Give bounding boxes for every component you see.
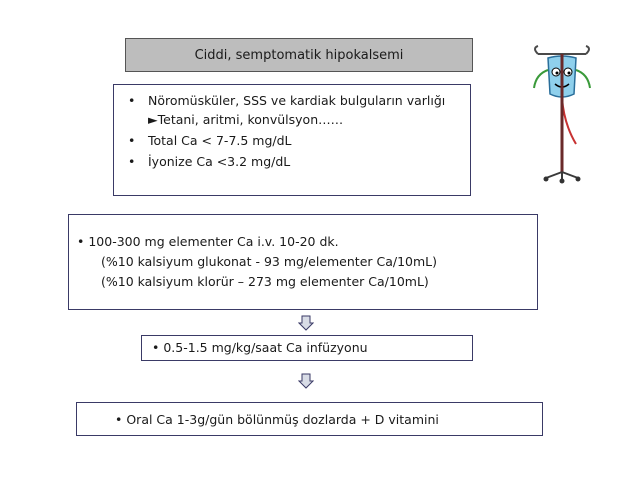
bolus-dose-line: • 100-300 mg elementer Ca i.v. 10-20 dk. (77, 234, 339, 249)
down-arrow-icon (298, 373, 314, 389)
iv-pole-clipart (524, 44, 600, 184)
symptom-item-2: • Total Ca < 7-7.5 mg/dL (148, 131, 460, 150)
down-arrow-icon (298, 315, 314, 331)
symptoms-box (113, 84, 471, 196)
symptom-item-3: • İyonize Ca <3.2 mg/dL (148, 152, 460, 171)
title-text: Ciddi, semptomatik hipokalsemi (194, 47, 404, 63)
symptom-item-1: • Nöromüsküler, SSS ve kardiak bulguların varlığı ►Tetani, aritmi, konvülsyon…… (148, 91, 460, 129)
gluconate-line: (%10 kalsiyum glukonat - 93 mg/elementer Ca/10mL) (101, 254, 438, 269)
infusion-text: • 0.5-1.5 mg/kg/saat Ca infüzyonu (152, 340, 368, 355)
oral-therapy-text: • Oral Ca 1-3g/gün bölünmüş dozlarda + D vitamini (115, 411, 439, 427)
iv-bolus-box (68, 214, 538, 310)
oral-therapy-box (76, 402, 543, 436)
title-box (125, 38, 473, 72)
chloride-line: (%10 kalsiyum klorür – 273 mg elementer Ca/10mL) (101, 274, 429, 289)
symptoms-list (124, 91, 460, 171)
infusion-box (141, 335, 473, 361)
